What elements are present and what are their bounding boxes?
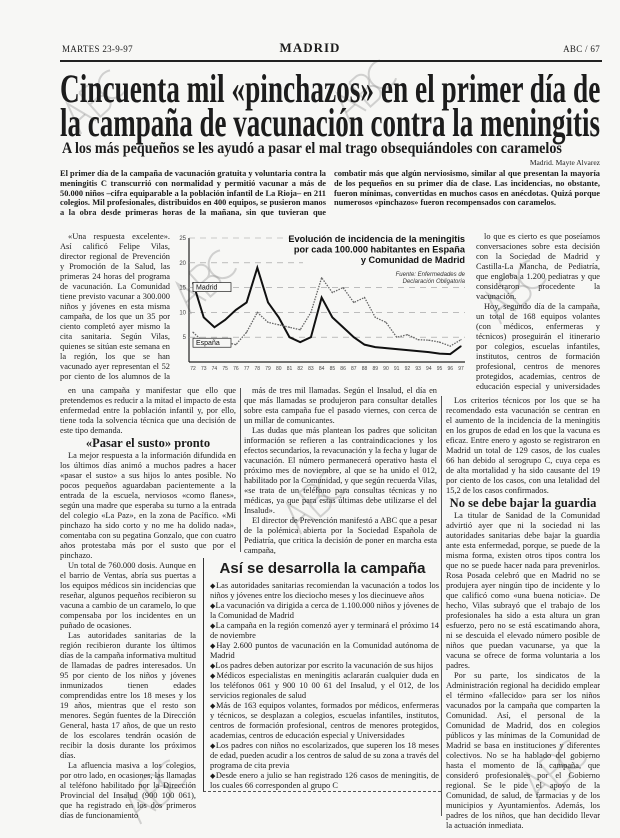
paragraph: El director de Prevención manifestó a ABC que a pesar de la polémica abierta por la Sociedad Española de Pediatría, que critica la decisión de poner en marcha esta campaña, — [244, 516, 437, 554]
data-point — [225, 319, 226, 320]
x-tick-label: 91 — [393, 366, 400, 372]
y-tick-label: 20 — [179, 260, 186, 267]
subhead-pasar-el-susto: «Pasar el susto» pronto — [85, 436, 211, 450]
chart-title: Evolución de incidencia de la meningitis por cada 100.000 habitantes en España y Comunidad de Madrid — [288, 234, 465, 265]
data-point — [407, 349, 408, 350]
headline-line-1: Cincuenta mil «pinchazos» en el primer día de — [60, 66, 601, 111]
x-tick-label: 97 — [458, 366, 464, 372]
lead-paragraph — [60, 169, 600, 218]
article-column-left-narrow — [60, 232, 170, 382]
incidence-chart — [175, 232, 470, 382]
data-point — [214, 327, 215, 328]
x-tick-label: 72 — [190, 366, 196, 372]
data-point — [385, 322, 386, 323]
data-point — [289, 337, 290, 338]
data-point — [460, 339, 461, 340]
data-point — [428, 340, 429, 341]
data-point — [332, 292, 333, 293]
paragraph: La mejor respuesta a la información difundida en los últimos días animó a muchos padres a hacer «pasar el susto» a sus hijos lo antes posible. No pocos pequeños aguardaban pacientemente a la entrada de la escuela, nerviosos «como flanes», según una madre que esperaba su turno a la entrada del colegio «La Paz», en la zona de Pacífico. «Mi pinchazo ha sido corto y no me ha dolido nada», comentaba con su pegatina Gonzalo, que con cuatro años protestaba más por el susto que por el pinchazo. — [60, 451, 236, 560]
data-point — [364, 344, 365, 345]
box-bullet-item: ◆ Más de 163 equipos volantes, formados por médicos, enfermeras y técnicos, se desplazan a colegios, escuelas infantiles, institutos, centros de formación profesional, centros de menores protegidos, academias, centros de educación especial y Universidades — [210, 701, 439, 741]
data-point — [257, 312, 258, 313]
paragraph: La afluencia masiva a los colegios, por otro lado, en ocasiones, las llamadas al teléfono habilitado por la Dirección Provincial del Insalud (900 100 061), que ha registrado en los dos primeros días de funcionamiento — [60, 761, 196, 820]
data-point — [310, 337, 311, 338]
column-divider — [240, 388, 241, 552]
data-point — [235, 344, 236, 345]
data-point — [235, 309, 236, 310]
data-point — [332, 317, 333, 318]
x-tick-label: 82 — [297, 366, 303, 372]
data-point — [310, 312, 311, 313]
data-point — [375, 317, 376, 318]
data-point — [407, 334, 408, 335]
data-point — [439, 342, 440, 343]
y-tick-label: 10 — [179, 310, 186, 317]
data-point — [342, 287, 343, 288]
data-point — [267, 322, 268, 323]
x-tick-label: 95 — [436, 366, 443, 372]
data-point — [246, 302, 247, 303]
campaign-summary-box — [203, 558, 441, 792]
data-point — [278, 317, 279, 318]
x-tick-label: 74 — [211, 366, 218, 372]
box-bullet-item: ◆ Los padres con niños no escolarizados, que superen los 18 meses de edad, pueden acudir a los centros de salud de su zona a través del programa de cita previa — [210, 741, 439, 771]
data-point — [418, 350, 419, 351]
page-number: ABC / 67 — [563, 44, 600, 54]
paragraph: «Una respuesta excelente». Así calificó Felipe Vilas, director regional de Prevención y Promoción de la Salud, las primeras 24 horas del programa de vacunación. La Comunidad tiene previsto vacunar a 300.000 niños y jóvenes en esta misma campaña, de los que un 35 por ciento completó ayer mismo la cita sanitaria. Según Vilas, quienes se sitúan este semana en la región, los que se han vacunado ayer representan el 52 por ciento de los alumnos de la — [60, 232, 170, 381]
box-title: Así se desarrolla la campaña — [219, 560, 426, 577]
paragraph: La titular de Sanidad de la Comunidad advirtió ayer que ni la sociedad ni las autoridades sanitarias debe bajar la guardia ante esta enfermedad, porque, se puede de la misma forma, existen otros tipos contra los que no se puede hacer nada para prevenirlos. Rosa Posada celebró que en Madrid no se produjera ayer ningún tipo de incidente y lo que calificó como «una buena noticia». De hecho, Vilas subrayó que el trabajo de los profesionales ha sido a esta altura un gran esfuerzo, pero no se está escatimando ahora, ni se descuida el elevado número posible de niños que puedan vacunarse, ya que la vacuna se ofrece de forma voluntaria a los padres. — [446, 511, 600, 670]
subtitle: A los más pequeños se les ayudó a pasar el mal trago obsequiándoles con caramelos — [62, 140, 562, 157]
series-label: España — [196, 340, 220, 348]
data-point — [300, 342, 301, 343]
x-tick-label: 90 — [383, 366, 389, 372]
x-tick-label: 73 — [200, 366, 207, 372]
section-name: MADRID — [279, 40, 341, 55]
box-bullet-item: ◆ La campaña en la región comenzó ayer y terminará el próximo 14 de noviembre — [210, 621, 439, 641]
paragraph: Por su parte, los sindicatos de la Administración regional ha decidido emplear el término «fallecido» para ser los niños vacunados por la campaña que comparten la Comunidad. Así, el personal de la Comunidad de Madrid, dos en colegios públicos y las mínimas de la Comunidad de Madrid se basa en instituciones y diferentes colectivos. No se ha hablado del gobierno hasta el momento de la campaña, que consideró profesionales por el Gobierno regional. Se le pide el apoyo de la Comunidad, de salud, de farmacias y de los municipios y Ayuntamientos. Además, los padres de los niños, que han decidido llevar la actuación inmediata. — [446, 671, 600, 830]
x-tick-label: 85 — [329, 366, 336, 372]
x-tick-label: 92 — [404, 366, 411, 372]
subhead-no-bajar-guardia: No se debe bajar la guardia — [449, 496, 597, 510]
x-tick-label: 77 — [243, 366, 250, 372]
article-column-2 — [244, 386, 437, 554]
series-label: Madrid — [196, 284, 218, 292]
box-bullet-item: ◆ Hay 2.600 puntos de vacunación en la Comunidad autónoma de Madrid — [210, 641, 439, 661]
data-point — [342, 327, 343, 328]
x-tick-label: 75 — [222, 366, 228, 372]
data-point — [353, 302, 354, 303]
box-list — [204, 581, 441, 791]
data-point — [267, 302, 268, 303]
paragraph: Los criterios técnicos por los que se ha recomendado esta vacunación se centran en el aumento de la incidencia de la meningitis en los grupos de edad en los que la vacuna es eficaz. Entre enero y agosto se registraron en Madrid un total de 129 casos, de los cuales 66 han debido al serogrupo C, cuya cepa es de alta mortalidad y ha sido causante del 19 por ciento de los casos, con una letalidad del 15,2 de los casos confirmados. — [446, 396, 600, 495]
data-point — [428, 351, 429, 352]
data-point — [321, 277, 322, 278]
data-point — [450, 346, 451, 347]
data-point — [450, 353, 451, 354]
data-point — [289, 327, 290, 328]
paragraph: en una campaña y manifestar que ello que pretendemos es reducir a la mitad el impacto de esta enfermedad entre la población infantil y, por ello, tiene toda la solvencia técnica que una decisión de este tipo demanda. — [60, 386, 236, 435]
chart-source: Fuente: Enfermedades de Declaración Obligatoria — [395, 272, 465, 285]
data-point — [300, 329, 301, 330]
data-point — [439, 353, 440, 354]
x-tick-label: 88 — [361, 366, 368, 372]
data-point — [396, 337, 397, 338]
paragraph: lo que es cierto es que poseíamos conversaciones sobre esta decisión con la Sociedad de Madrid y Castilla-La Mancha, de Pediatría, que engloba a 1.200 pediatras y que consideraron procedente la vacunación. — [476, 232, 600, 301]
y-tick-label: 5 — [182, 335, 186, 342]
data-point — [353, 337, 354, 338]
x-tick-label: 79 — [265, 366, 271, 372]
box-bullet-item: ◆ Las autoridades sanitarias recomiendan la vacunación a todos los niños y jóvenes entre los dieciocho meses y los diecinueve años — [210, 581, 439, 601]
data-point — [418, 339, 419, 340]
box-bullet-item: ◆ Médicos especialistas en meningitis aclararán cualquier duda en los teléfonos 061 y 900 10 00 61 del Insalud, y el 012, de los servicios regionales de salud — [210, 671, 439, 701]
data-point — [375, 347, 376, 348]
headline-line-2: la campaña de vacunación contra la meningitis — [60, 100, 601, 145]
x-tick-label: 80 — [275, 366, 282, 372]
paragraph: Un total de 760.000 dosis. Aunque en el barrio de Ventas, abría sus puertas a los equipos médicos sin incidencias que reseñar, algunos pequeños recibieron su vacuna a cambio de un caramelo, lo que compensaba por los incidentes en un puñado de ocasiones. — [60, 561, 196, 630]
x-tick-label: 81 — [286, 366, 293, 372]
x-tick-label: 83 — [308, 366, 314, 372]
article-column-3 — [446, 396, 600, 838]
data-point — [321, 297, 322, 298]
column-divider — [441, 396, 442, 816]
paragraph: El primer día de la campaña de vacunación gratuita y voluntaria contra la meningitis C transcurrió con normalidad y permitió vacunar a más de 50.000 niños –cifra equiparable a la población infantil de La Rioja– en 211 colegios. Mil profesionales, distribuidos en 400 equipos, se pusieron manos a la obra desde primeras horas de la mañana, sin que tuvieran que combatir más que algún nerviosismo, similar al que presentan la mayoría de los pequeños en su primer día de clase. Las incidencias, no obstante, fueron mínimas, convertidas en muchos casos en anécdotas. Quizá porque numerosos «pinchazos» fueron recompensados con caramelos. — [60, 169, 600, 218]
x-tick-label: 89 — [372, 366, 379, 372]
x-tick-label: 76 — [233, 366, 239, 372]
issue-date: MARTES 23-9-97 — [62, 44, 133, 54]
paragraph: Las dudas que más plantean los padres que solicitan información se refieren a las contraindicaciones y los efectos secundarios, la revacunación y la fecha y lugar de vacunación. El número permanecerá operativo hasta el próximo mes de noviembre, al que se ha unido el 012, habilitado por la Comunidad, y que según recuerda Vilas, «se trata de un teléfono para consultas técnicas y no médicas, ya que para estas últimas debe utilizarse el del Insalud». — [244, 426, 437, 515]
data-point — [278, 324, 279, 325]
box-bullet-item: ◆ La vacunación va dirigida a cerca de 1.100.000 niños y jóvenes de la Comunidad de Madrid — [210, 601, 439, 621]
box-bullet-item: ◆ Desde enero a julio se han registrado 126 casos de meningitis, de los cuales 66 corresponden al grupo C — [210, 771, 439, 791]
article-column-right-top — [476, 232, 600, 392]
data-point — [385, 348, 386, 349]
paragraph: Las autoridades sanitarias de la región recibieron durante los últimos días de la campaña informativa multitud de llamadas de padres interesados. Un 95 por ciento de los niños y jóvenes inmunizados tienen edades comprendidas entre los 18 meses y los 19 años, mientras que el resto son menores. Según fuentes de la Dirección General, hasta 17 años, de que un resto de los escolares tendrán ocasión de recibir la dosis durante los próximos días. — [60, 631, 196, 760]
x-tick-label: 87 — [351, 366, 357, 372]
x-tick-label: 96 — [447, 366, 454, 372]
header-rule — [60, 60, 602, 62]
box-bullet-item: ◆ Los padres deben autorizar por escrito la vacunación de sus hijos — [210, 661, 439, 671]
x-tick-label: 84 — [318, 366, 325, 372]
x-tick-label: 86 — [340, 366, 346, 372]
paragraph: más de tres mil llamadas. Según el Insalud, el día en que más llamadas se produjeron para consultar detalles sobre esta campaña fue el pasado viernes, con cerca de un millar de comunicantes. — [244, 386, 437, 425]
data-point — [257, 267, 258, 268]
data-point — [460, 346, 461, 347]
data-point — [203, 317, 204, 318]
x-tick-label: 94 — [426, 366, 432, 372]
y-tick-label: 15 — [179, 285, 186, 292]
x-tick-label: 93 — [415, 366, 421, 372]
y-tick-label: 25 — [179, 236, 186, 242]
data-point — [192, 332, 193, 333]
data-point — [246, 332, 247, 333]
byline: Madrid. Mayte Alvarez — [529, 158, 600, 167]
x-tick-label: 78 — [254, 366, 261, 372]
paragraph: Hoy, segundo día de la campaña, un total de 168 equipos volantes (con médicos, enfermeras y técnicos) proseguirán el itinerario por colegios, escuelas infantiles, institutos, centros de formación profesional, centros de menores protegidos, academias, centros de educación especial y universidades — [476, 302, 600, 391]
data-point — [396, 349, 397, 350]
data-point — [364, 297, 365, 298]
